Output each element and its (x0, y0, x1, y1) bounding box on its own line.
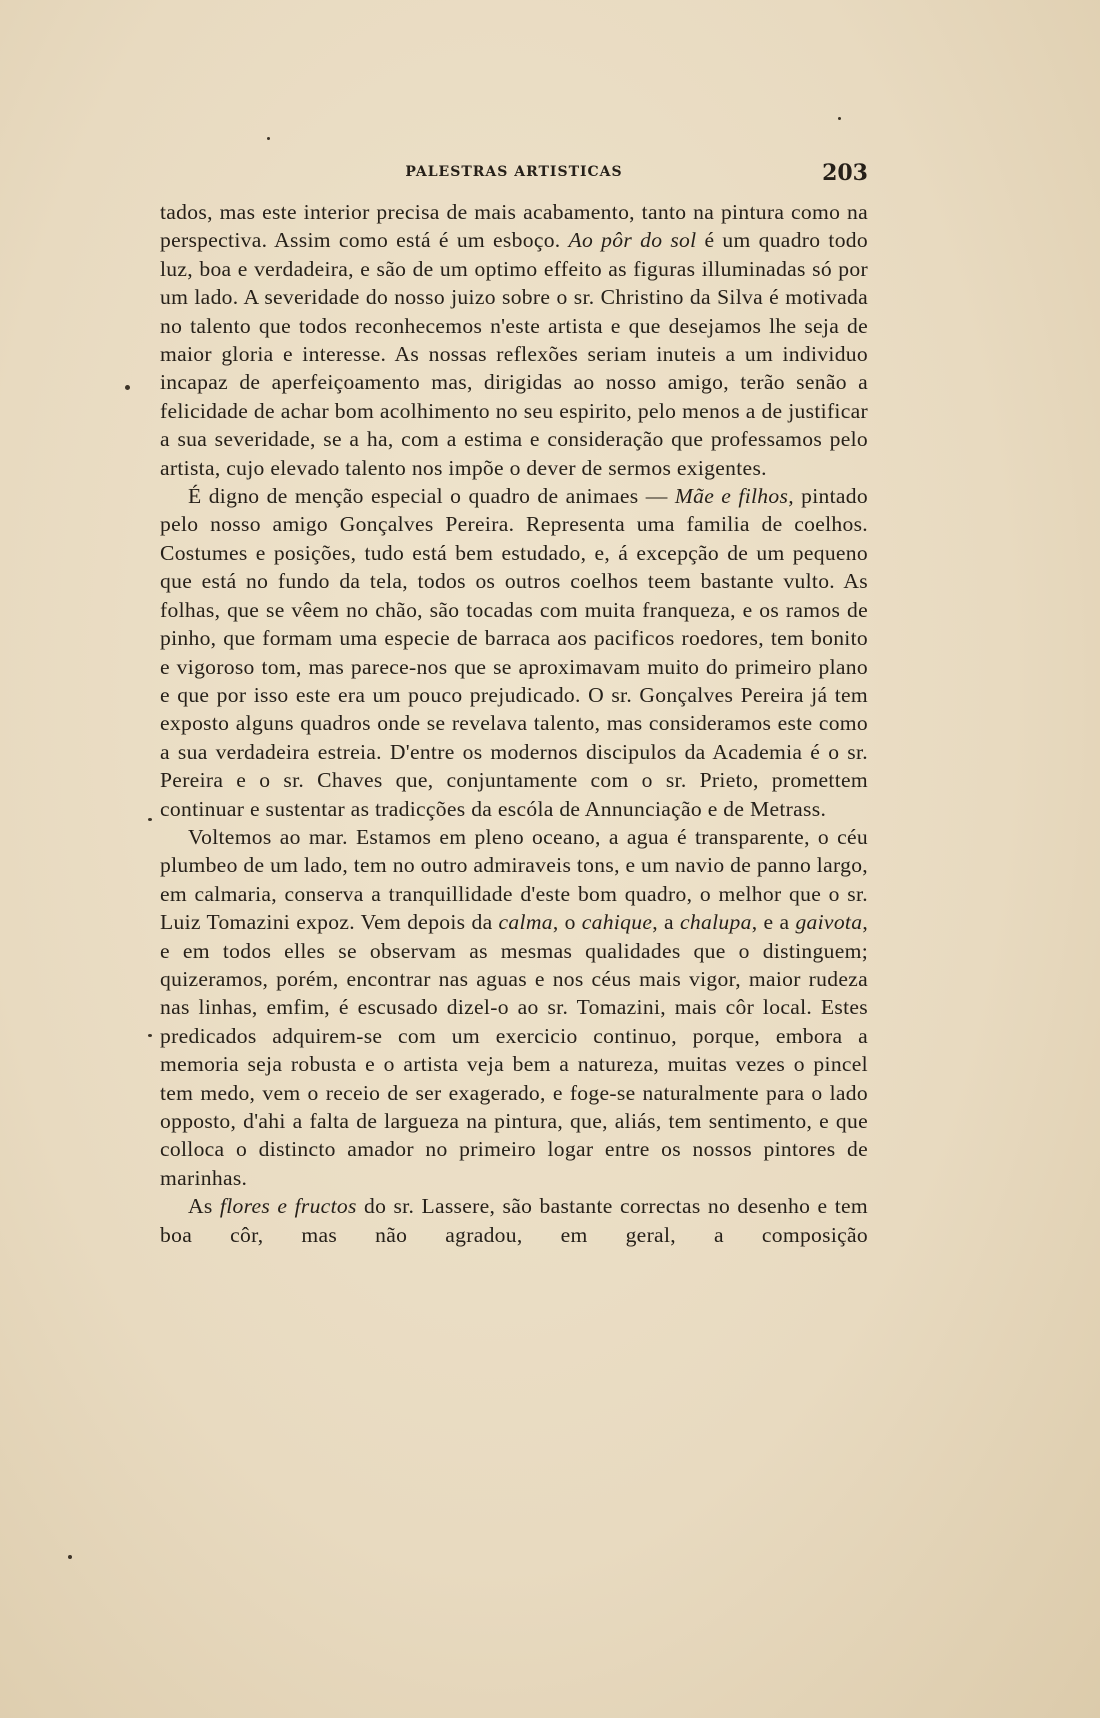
italic-run: Mãe e filhos, (674, 484, 794, 509)
italic-run: cahique (581, 910, 653, 935)
ink-speck (838, 117, 841, 120)
italic-run: flores e fructos (219, 1194, 357, 1219)
italic-run: chalupa (680, 910, 752, 935)
ink-speck (148, 818, 152, 821)
italic-run: Ao pôr do sol (568, 228, 697, 253)
ink-speck (267, 137, 270, 140)
paragraph (160, 1192, 868, 1249)
text-run: pintado pelo nosso amigo Gonçalves Pereira. Representa uma familia de coelhos. Costumes e posições, tudo está bem estudado, e, á excepção de um pequeno que está no fundo da tela, todos os outros coelhos teem bastante vulto. As folhas, que se vêem no chão, são tocadas com muita franqueza, e os ramos de pinho, que formam uma especie de barraca aos pacificos roedores, tem bonito e vigoroso tom, mas parece-nos que se aproximavam muito do primeiro plano e que por isso este era um pouco prejudicado. O sr. Gonçalves Pereira já tem exposto alguns quadros onde se revelava talento, mas consideramos este como a sua verdadeira estreia. D'entre os modernos discipulos da Academia é o sr. Pereira e o sr. Chaves que, conjuntamente com o sr. Prieto, promettem continuar e sustentar as tradicções da escóla de Annunciação e de Metrass. (160, 484, 868, 821)
ink-speck (68, 1555, 72, 1559)
text-run: Voltemos ao mar. Estamos em pleno oceano, a agua é transparente, o céu plumbeo de um lado, tem no outro admiraveis tons, e um navio de panno largo, em calmaria, conserva a tranquillidade d'este bom quadro, o melhor que o sr. Luiz Tomazini expoz. Vem depois da (160, 824, 868, 935)
text-run: , o (552, 910, 582, 935)
paragraph (160, 823, 868, 1192)
text-run: tados, mas este interior precisa de mais acabamento, tanto na pintura como na perspectiva. Assim como está é um esboço. (160, 200, 868, 253)
body-text (160, 198, 868, 1249)
text-run: do sr. Lassere, são bastante correctas no desenho e tem boa côr, mas não agradou, em geral, a composição (160, 1194, 868, 1247)
paragraph (160, 482, 868, 823)
italic-run: calma (498, 910, 553, 935)
ink-speck (125, 385, 130, 390)
text-run: , e a (751, 910, 796, 935)
text-run: É digno de menção especial o quadro de animaes — (188, 484, 675, 509)
paragraph (160, 198, 868, 482)
page-number: 203 (822, 160, 868, 186)
text-run: , e em todos elles se observam as mesmas qualidades que o distinguem; quizeramos, porém, encontrar nas aguas e nos céus mais vigor, maior rudeza nas linhas, emfim, é escusado dizel-o ao sr. Tomazini, mais côr local. Estes predicados adquirem-se com um exercicio continuo, porque, embora a memoria seja robusta e o artista veja bem a natureza, muitas vezes o pincel tem medo, vem o receio de ser exagerado, e foge-se naturalmente para o lado opposto, d'ahi a falta de largueza na pintura, que, aliás, tem sentimento, e que colloca o distincto amador no primeiro logar entre os nossos pintores de marinhas. (160, 910, 869, 1190)
text-run: é um quadro todo luz, boa e verdadeira, e são de um optimo effeito as figuras illuminadas só por um lado. A severidade do nosso juizo sobre o sr. Christino da Silva é motivada no talento que todos reconhecemos n'este artista e que desejamos lhe seja de maior gloria e interesse. As nossas reflexões seriam inuteis a um individuo incapaz de aperfeiçoamento mas, dirigidas ao nosso amigo, terão senão a felicidade de achar bom acolhimento no seu espirito, pelo menos a de justificar a sua severidade, se a ha, com a estima e consideração que professamos pelo artista, cujo elevado talento nos impõe o dever de sermos exigentes. (160, 228, 869, 480)
italic-run: gaivota (795, 910, 863, 935)
text-run: , a (652, 910, 681, 935)
text-run: As (188, 1194, 220, 1219)
ink-speck (148, 1034, 152, 1037)
page-header (160, 160, 868, 190)
running-head: PALESTRAS ARTISTICAS (405, 164, 623, 180)
